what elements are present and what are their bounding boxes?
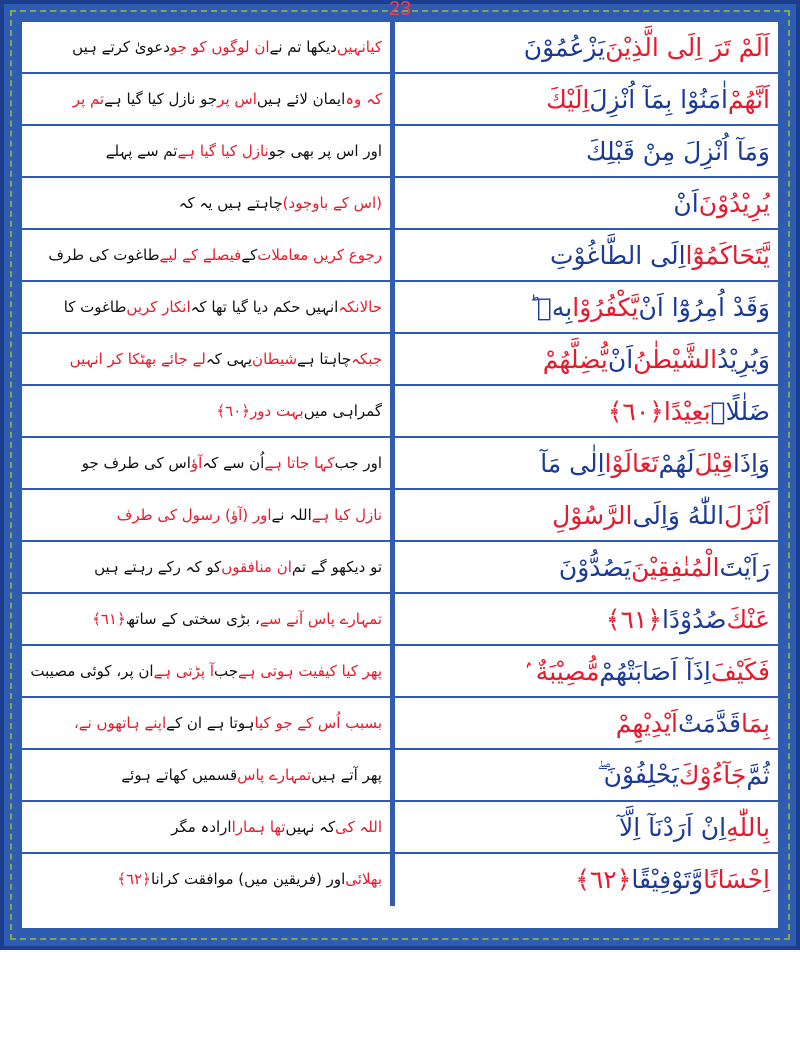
urdu-translation (30, 542, 382, 592)
arabic-segment: اٰمَنُوْا بِمَآ اُنْزِلَ (589, 84, 728, 114)
arabic-segment: بَعِيْدًا (663, 396, 711, 426)
arabic-segment: اَلَمْ تَرَ اِلَى الَّذِيْنَ (605, 32, 770, 62)
column-divider (390, 750, 395, 800)
urdu-segment: کے (241, 246, 258, 264)
arabic-segment: بِهٖ ؕ (528, 292, 573, 322)
urdu-segment: چاہتا ہے (297, 350, 352, 368)
arabic-segment: قَدَّمَتْ (677, 708, 741, 738)
arabic-segment: وَّتَوْفِيْقًا (631, 864, 704, 894)
urdu-segment: ایمان لائے ہیں (256, 90, 346, 108)
urdu-segment: اس پر (217, 90, 257, 108)
urdu-segment: اس کی طرف جو (81, 454, 191, 472)
arabic-segment: يَزْعُمُوْنَ (523, 32, 606, 62)
urdu-segment: دیکھا تم نے (269, 38, 337, 56)
arabic-segment: اِذَآ اَصَابَتْهُمْ (599, 656, 711, 686)
urdu-segment: ان لوگوں کو جو (169, 38, 270, 56)
arabic-segment: الرَّسُوْلِ (552, 500, 633, 530)
urdu-segment: بھلائی (345, 870, 382, 888)
urdu-segment: اپنے ہاتھوں نے، (73, 714, 167, 732)
arabic-segment: صُدُوْدًا (661, 604, 727, 634)
arabic-text (402, 646, 770, 696)
urdu-segment: ﴿٦٢﴾ (117, 870, 151, 888)
urdu-segment: ان منافقوں (221, 558, 292, 576)
verse-table (22, 22, 778, 906)
arabic-segment: الشَّيْطٰنُ (633, 344, 718, 374)
verse-row (22, 178, 778, 230)
verse-row (22, 854, 778, 906)
urdu-translation (30, 438, 382, 488)
urdu-translation (30, 282, 382, 332)
urdu-translation (30, 750, 382, 800)
urdu-segment: بہت دور (250, 402, 304, 420)
arabic-segment: رَاَيْتَ (719, 552, 770, 582)
arabic-segment: يُرِيْدُوْنَ (698, 188, 770, 218)
urdu-segment: شیطان (252, 350, 298, 368)
verse-row (22, 802, 778, 854)
arabic-segment: وَمَآ اُنْزِلَ مِنْ قَبْلِكَ (585, 136, 770, 166)
column-divider (390, 178, 395, 228)
urdu-segment: پھر کیا کیفیت ہوتی ہے (238, 662, 382, 680)
urdu-translation (30, 178, 382, 228)
urdu-translation (30, 698, 382, 748)
arabic-text (402, 334, 770, 384)
arabic-text (402, 750, 770, 800)
arabic-segment: ﴿٦١﴾ (605, 604, 662, 634)
column-divider (390, 490, 395, 540)
arabic-segment: يَصُدُّوْنَ (558, 552, 632, 582)
arabic-segment: اللّٰهُ وَاِلَى (632, 500, 725, 530)
arabic-segment: ضَلٰلًاۢ (710, 396, 770, 426)
column-divider (390, 438, 395, 488)
urdu-segment: کہ نہیں (285, 818, 336, 836)
column-divider (390, 230, 395, 280)
arabic-text (402, 854, 770, 904)
urdu-segment: (اس کے باوجود) (282, 194, 382, 212)
urdu-segment: کیانہیں (336, 38, 382, 56)
arabic-segment: بِمَا (740, 708, 770, 738)
arabic-segment: قِيْلَ (694, 448, 733, 478)
urdu-segment: آ پڑتی ہے (153, 662, 214, 680)
urdu-translation (30, 74, 382, 124)
arabic-segment: فَكَيْفَ (710, 656, 770, 686)
arabic-segment: اِحْسَانًا (703, 864, 770, 894)
urdu-segment: انکار کریں (126, 298, 191, 316)
arabic-text (402, 542, 770, 592)
urdu-segment: ہوتا ہے ان کے (166, 714, 255, 732)
column-divider (390, 126, 395, 176)
column-divider (390, 646, 395, 696)
urdu-segment: تمہارے پاس آنے سے (259, 610, 382, 628)
urdu-segment: بسبب اُس کے جو کیا (254, 714, 382, 732)
urdu-segment: تھا ہمارا (231, 818, 286, 836)
urdu-segment: اور جب (334, 454, 382, 472)
urdu-segment: ﴿٦١﴾ (92, 610, 126, 628)
urdu-translation (30, 230, 382, 280)
urdu-translation (30, 22, 382, 72)
arabic-segment: عَنْكَ (726, 604, 770, 634)
verse-row (22, 334, 778, 386)
urdu-translation (30, 594, 382, 644)
arabic-text (402, 282, 770, 332)
urdu-translation (30, 490, 382, 540)
urdu-segment: تمہارے پاس (237, 766, 312, 784)
urdu-translation (30, 802, 382, 852)
arabic-segment: يُّضِلَّهُمْ (542, 344, 608, 374)
arabic-text (402, 22, 770, 72)
arabic-segment: اَنَّهُمْ (727, 84, 770, 114)
urdu-segment: دعویٰ کرتے ہیں (72, 38, 170, 56)
urdu-translation (30, 334, 382, 384)
urdu-segment: فیصلے کے لیے (159, 246, 242, 264)
urdu-segment: گمراہی میں (303, 402, 382, 420)
column-divider (390, 594, 395, 644)
urdu-segment: اللہ کی (335, 818, 382, 836)
urdu-segment: چاہتے ہیں یہ کہ (178, 194, 283, 212)
arabic-text (402, 802, 770, 852)
arabic-segment: الْمُنٰفِقِيْنَ (631, 552, 720, 582)
urdu-segment: تم پر (72, 90, 105, 108)
urdu-segment: آؤ (190, 454, 203, 472)
urdu-segment: پھر آتے ہیں (311, 766, 382, 784)
arabic-segment: لَهُمْ (658, 448, 695, 478)
urdu-segment: جو نازل کیا گیا ہے (104, 90, 218, 108)
arabic-text (402, 386, 770, 436)
urdu-translation (30, 646, 382, 696)
urdu-segment: ، بڑی سختی کے ساتھ (125, 610, 260, 628)
arabic-text (402, 490, 770, 540)
arabic-segment: وَيُرِيْدُ (717, 344, 770, 374)
urdu-segment: ارادہ مگر (171, 818, 232, 836)
column-divider (390, 542, 395, 592)
column-divider (390, 854, 395, 906)
column-divider (390, 74, 395, 124)
urdu-segment: اور (فریقین میں) موافقت کرانا (150, 870, 346, 888)
urdu-segment: حالانکہ (338, 298, 382, 316)
column-divider (390, 22, 395, 72)
verse-row (22, 750, 778, 802)
urdu-segment: ﴿٦٠﴾ (216, 402, 251, 420)
verse-row (22, 126, 778, 178)
urdu-segment: تو دیکھو گے تم (291, 558, 382, 576)
verse-row (22, 594, 778, 646)
arabic-text (402, 230, 770, 280)
arabic-text (402, 438, 770, 488)
urdu-segment: لے جائے بھٹکا کر انہیں (69, 350, 206, 368)
urdu-segment: طاغوت کا (63, 298, 127, 316)
arabic-segment: اَنْ (673, 188, 699, 218)
arabic-segment: مُّصِيْبَةٌ ۢ (521, 656, 600, 686)
arabic-segment: اِلَيْكَ (546, 84, 590, 114)
arabic-segment: يَّتَحَاكَمُوْٓا (685, 240, 770, 270)
arabic-segment: ﴿٦٠﴾ (607, 396, 664, 426)
column-divider (390, 386, 395, 436)
urdu-segment: طاغوت کی طرف (48, 246, 160, 264)
urdu-segment: جب (214, 662, 239, 680)
column-divider (390, 802, 395, 852)
arabic-text (402, 594, 770, 644)
urdu-segment: اور (آؤ) رسول کی طرف (116, 506, 272, 524)
arabic-segment: ثُمَّ (746, 760, 770, 790)
column-divider (390, 698, 395, 748)
verse-row (22, 542, 778, 594)
verse-row (22, 282, 778, 334)
verse-row (22, 490, 778, 542)
column-divider (390, 282, 395, 332)
arabic-segment: اِلَى الطَّاغُوْتِ (549, 240, 686, 270)
arabic-segment: تَعَالَوْا (604, 448, 659, 478)
urdu-segment: قسمیں کھاتے ہوئے (121, 766, 238, 784)
arabic-segment: اِلٰى مَآ (540, 448, 605, 478)
verse-row (22, 230, 778, 282)
arabic-segment: وَاِذَا (732, 448, 770, 478)
arabic-segment: يَّكْفُرُوْا (572, 292, 639, 322)
column-divider (390, 334, 395, 384)
page-number: 23 (388, 0, 412, 20)
arabic-segment: وَقَدْ اُمِرُوْٓا اَنْ (638, 292, 770, 322)
urdu-translation (30, 386, 382, 436)
arabic-text (402, 178, 770, 228)
urdu-translation (30, 854, 382, 904)
urdu-segment: انہیں حکم دیا گیا تھا کہ (190, 298, 339, 316)
verse-row (22, 438, 778, 490)
urdu-segment: جبکہ (351, 350, 382, 368)
urdu-segment: اللہ نے (271, 506, 312, 524)
urdu-segment: اور اس پر بھی جو (268, 142, 382, 160)
urdu-segment: یہی کہ (205, 350, 253, 368)
arabic-segment: ﴿٦٢﴾ (575, 864, 632, 894)
urdu-segment: نازل کیا ہے (311, 506, 382, 524)
arabic-segment: اَيْدِيْهِمْ (615, 708, 678, 738)
verse-row (22, 698, 778, 750)
urdu-segment: کہا جاتا ہے (264, 454, 335, 472)
verse-row (22, 22, 778, 74)
verse-row (22, 386, 778, 438)
arabic-segment: يَحْلِفُوْنَ ۖ (597, 760, 679, 789)
urdu-translation (30, 126, 382, 176)
urdu-segment: تم سے پہلے (105, 142, 178, 160)
urdu-segment: کو کہ رکے رہتے ہیں (94, 558, 222, 576)
verse-row (22, 646, 778, 698)
arabic-segment: اَنْ (607, 344, 634, 374)
urdu-segment: اُن سے کہ (202, 454, 265, 472)
arabic-segment: جَآءُوْكَ (678, 760, 747, 790)
urdu-segment: ان پر، کوئی مصیبت (30, 662, 154, 680)
arabic-text (402, 698, 770, 748)
arabic-text (402, 126, 770, 176)
arabic-text (402, 74, 770, 124)
urdu-segment: رجوع کریں معاملات (257, 246, 382, 264)
arabic-segment: اِنْ اَرَدْنَآ اِلَّآ (618, 812, 727, 842)
arabic-segment: اَنْزَلَ (724, 500, 770, 530)
urdu-segment: نازل کیا گیا ہے (177, 142, 269, 160)
verse-row (22, 74, 778, 126)
arabic-segment: بِاللّٰهِ (726, 812, 770, 842)
urdu-segment: کہ وہ (345, 90, 382, 108)
